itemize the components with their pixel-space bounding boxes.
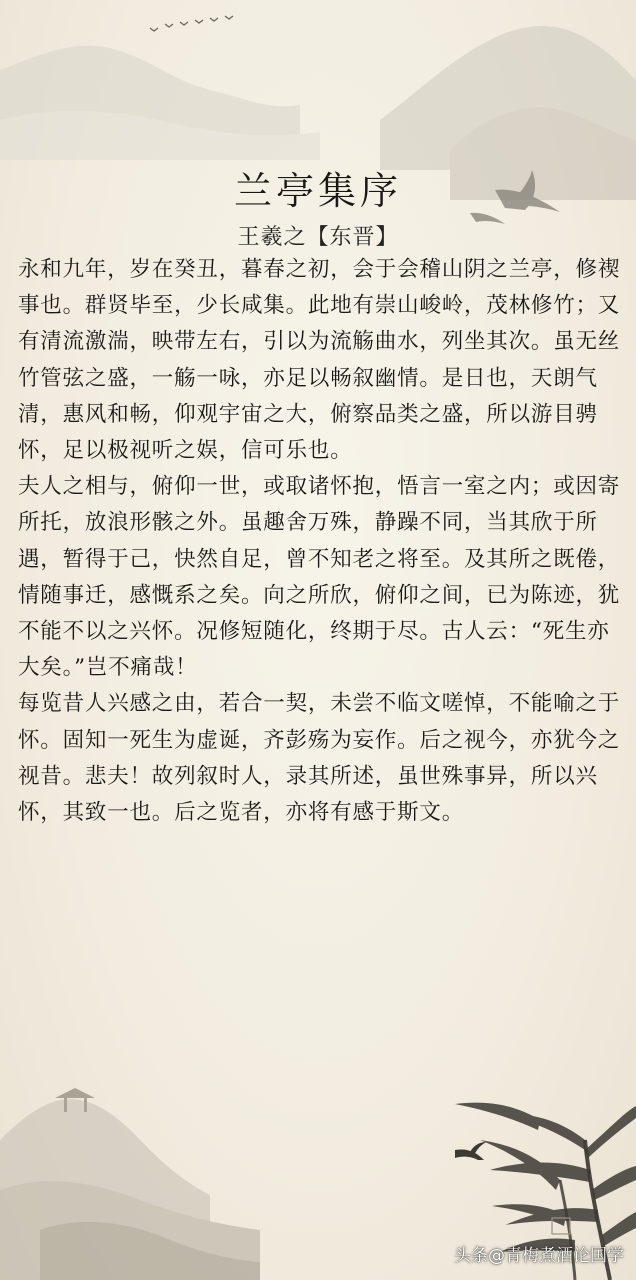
watermark: 头条@青梅煮酒论国学 (454, 1246, 624, 1266)
paragraph-3: 每览昔人兴感之由，若合一契，未尝不临文嗟悼，不能喻之于怀。固知一死生为虚诞，齐彭殇为妄作。后之视今，亦犹今之视昔。悲夫！故列叙时人，录其所述，虽世殊事异，所以兴怀，其致一也。后之览者，亦将有感于斯文。 (18, 691, 621, 826)
paragraph-1: 永和九年，岁在癸丑，暮春之初，会于会稽山阴之兰亭，修禊事也。群贤毕至，少长咸集。此地有崇山峻岭，茂林修竹；又有清流激湍，映带左右，引以为流觞曲水，列坐其次。虽无丝竹管弦之盛，一觞一咏，亦足以畅叙幽情。是日也，天朗气清，惠风和畅，仰观宇宙之大，俯察品类之盛，所以游目骋怀，足以极视听之娱，信可乐也。 (18, 257, 621, 464)
page-title: 兰亭集序 (233, 169, 402, 213)
pavilion-landscape (0, 1088, 260, 1280)
author-line: 王羲之【东晋】 (237, 225, 399, 250)
paragraph-2: 夫人之相与，俯仰一世，或取诸怀抱，悟言一室之内；或因寄所托，放浪形骸之外。虽趣舍万殊，静躁不同，当其欣于所遇，暂得于己，快然自足，曾不知老之将至。及其所之既倦，情随事迁，感慨系之矣。向之所欣，俯仰之间，已为陈迹，犹不能不以之兴怀。况修短随化，终期于尽。古人云：“死生亦大矣。”岂不痛哉！ (18, 474, 621, 681)
essay-body (18, 252, 626, 831)
birds-flock (150, 16, 233, 31)
